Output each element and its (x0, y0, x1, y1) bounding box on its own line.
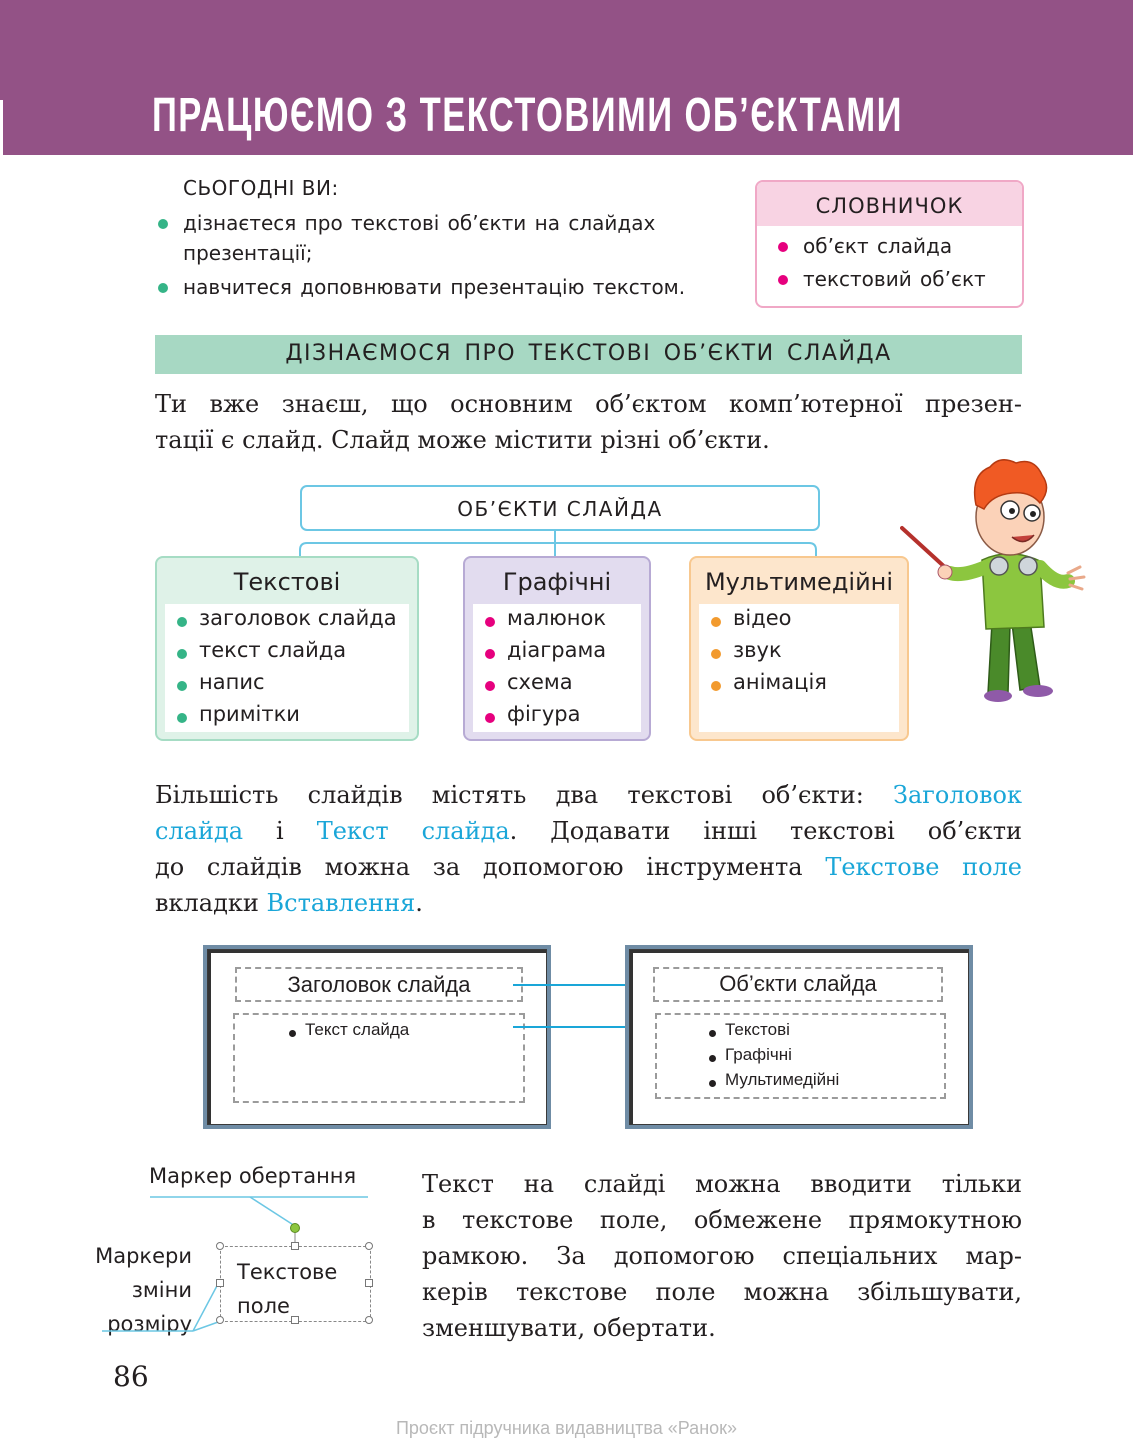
category-multimedia (689, 556, 909, 741)
text-placeholder (655, 1013, 946, 1099)
category-list (699, 604, 899, 732)
category-item: текст слайда (199, 638, 347, 662)
category-item: діаграма (507, 638, 607, 662)
category-item: схема (507, 670, 573, 694)
term-text-placeholder: Текст слайда (316, 817, 510, 845)
textbox-sample-text (237, 1255, 337, 1323)
textbox-sample[interactable] (220, 1246, 371, 1322)
resize-handle-corner[interactable] (216, 1316, 224, 1324)
para2-text: до слайдів можна за допомогою інструмента (155, 853, 803, 881)
slide-canvas (629, 949, 969, 1125)
term-text-box: Текстове поле (825, 853, 1022, 881)
goal-1-line-1: дізнаєтеся про текстові об’єкти на слайдах (183, 211, 656, 235)
para2-line-2 (155, 813, 1022, 849)
page-title: ПРАЦЮЄМО З ТЕКСТОВИМИ ОБ’ЄКТАМИ (152, 89, 903, 142)
para2-text: . Додавати інші текстові об’єкти (509, 817, 1022, 845)
slide-title-text: Заголовок слайда (287, 972, 471, 997)
category-graphic (463, 556, 651, 741)
category-title: Графічні (502, 568, 612, 596)
text-placeholder (233, 1013, 525, 1103)
term-insert-tab: Вставлення (266, 889, 416, 917)
resize-label-line: зміни (131, 1278, 192, 1302)
para2-text: . (415, 889, 423, 917)
slide-bullet (709, 1055, 716, 1062)
para3-line: рамкою. За допомогою спеціальних мар- (422, 1242, 1022, 1270)
category-list (473, 604, 641, 732)
item-bullet (177, 617, 187, 627)
boy-with-pointer-illustration (900, 455, 1095, 710)
category-title: Текстові (233, 568, 341, 596)
category-item: напис (199, 670, 265, 694)
textbox-line: Текстове (237, 1260, 338, 1284)
resize-handle-corner[interactable] (365, 1242, 373, 1250)
resize-label-line: Маркери (95, 1244, 192, 1268)
slide-bullet (289, 1030, 296, 1037)
rotation-marker-label: Маркер обертання (149, 1164, 357, 1188)
resize-handle-corner[interactable] (216, 1242, 224, 1250)
category-item: відео (733, 606, 792, 630)
slide-bullet-text: Текст слайда (305, 1020, 410, 1039)
para2-line-3 (155, 849, 1022, 885)
para3-line: в текстове поле, обмежене прямокутною (422, 1206, 1022, 1234)
intro-line-2: тації є слайд. Слайд може містити різні об’єкти. (155, 426, 770, 454)
objects-paragraph (155, 777, 1022, 921)
para3-line: керів текстове поле можна збільшувати, (422, 1278, 1022, 1306)
para3-line: Текст на слайді можна вводити тільки (422, 1170, 1022, 1198)
resize-label-line: розміру (107, 1312, 192, 1336)
footer-note: Проєкт підручника видавництва «Ранок» (395, 1418, 738, 1438)
item-bullet (485, 617, 495, 627)
item-bullet (485, 713, 495, 723)
item-bullet (177, 713, 187, 723)
textbox-paragraph (422, 1166, 1022, 1346)
today-heading: СЬОГОДНІ ВИ: (183, 176, 339, 200)
title-placeholder (653, 967, 943, 1002)
category-item: звук (733, 638, 782, 662)
resize-handle-side[interactable] (216, 1279, 224, 1287)
rotation-handle[interactable] (290, 1223, 300, 1233)
title-placeholder (235, 967, 523, 1002)
resize-handle-side[interactable] (365, 1279, 373, 1287)
resize-handle-corner[interactable] (365, 1316, 373, 1324)
category-item: малюнок (507, 606, 607, 630)
category-item: анімація (733, 670, 827, 694)
category-item: фігура (507, 702, 581, 726)
section-title: ДІЗНАЄМОСЯ ПРО ТЕКСТОВІ ОБ’ЄКТИ СЛАЙДА (285, 341, 892, 366)
objects-root-label: ОБ’ЄКТИ СЛАЙДА (457, 497, 663, 521)
item-bullet (711, 617, 721, 627)
glossary-item: текстовий об’єкт (803, 267, 986, 291)
glossary-title: СЛОВНИЧОК (815, 194, 964, 218)
slide-bullet-text: Графічні (725, 1045, 792, 1064)
intro-line-1: Ти вже знаєш, що основним об’єктом комп’ютерної презен- (155, 390, 1022, 418)
item-bullet (711, 649, 721, 659)
category-text (155, 556, 419, 741)
item-bullet (485, 681, 495, 691)
objects-root-box (300, 485, 820, 531)
slide-bullet (709, 1030, 716, 1037)
page-number: 86 (113, 1360, 149, 1393)
para3-line: зменшувати, обертати. (422, 1314, 716, 1342)
term-title-placeholder-end: слайда (155, 817, 244, 845)
category-title: Мультимедійні (704, 568, 894, 596)
category-item: заголовок слайда (199, 606, 397, 630)
para2-text: Більшість слайдів містять два текстові об’єкти: (155, 781, 864, 809)
para2-text: вкладки (155, 889, 259, 917)
category-list (165, 604, 409, 732)
slide-layout-filled (625, 945, 973, 1129)
item-bullet (485, 649, 495, 659)
textbox-line: поле (237, 1294, 290, 1318)
slide-layout-default (203, 945, 551, 1129)
item-bullet (177, 681, 187, 691)
para2-line-1 (155, 777, 1022, 813)
item-bullet (711, 681, 721, 691)
slide-bullet (709, 1080, 716, 1087)
slide-bullet-text: Текстові (725, 1020, 790, 1039)
goal-1-line-2: презентації; (183, 241, 313, 265)
slide-bullet-text: Мультимедійні (725, 1070, 840, 1089)
goal-2: навчитеся доповнювати презентацію текстом. (183, 275, 686, 299)
glossary-item: об’єкт слайда (803, 234, 953, 258)
para2-text: і (276, 817, 284, 845)
category-item: примітки (199, 702, 300, 726)
item-bullet (177, 649, 187, 659)
resize-handle-side[interactable] (291, 1242, 299, 1250)
slide-canvas (207, 949, 547, 1125)
term-title-placeholder: Заголовок (893, 781, 1022, 809)
para2-line-4 (155, 885, 1022, 921)
resize-handle-side[interactable] (291, 1316, 299, 1324)
slide-title-text: Об’єкти слайда (719, 971, 877, 996)
